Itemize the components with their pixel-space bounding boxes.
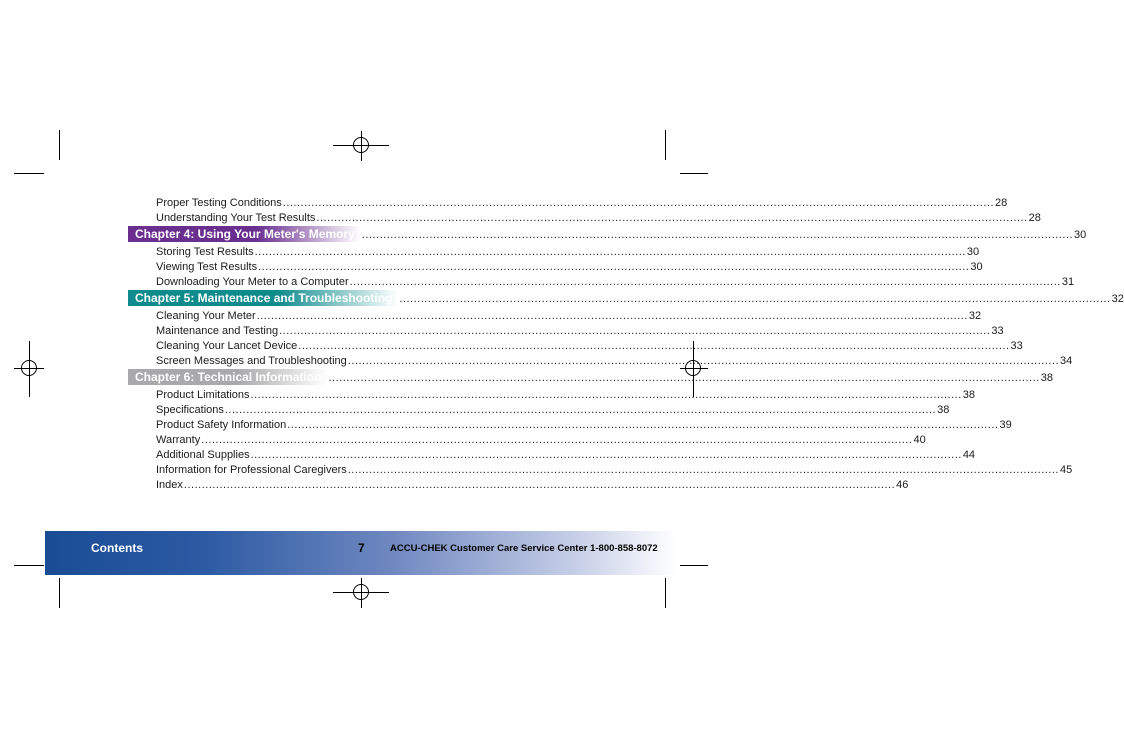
toc-entry (156, 274, 1075, 289)
toc-entry-title: Cleaning Your Meter (156, 310, 256, 322)
toc-page-number: 38 (962, 389, 976, 401)
toc-page-number: 46 (896, 479, 909, 491)
toc-entry (156, 244, 980, 259)
customer-care-contact: ACCU-CHEK Customer Care Service Center 1-800-858-8072 (390, 543, 658, 554)
toc-entry (156, 323, 1004, 338)
leader-dots: ........................................................................................................................................................................................................ (298, 340, 1010, 352)
crop-mark (665, 578, 666, 608)
crop-mark (680, 565, 708, 566)
toc-entry-title: Screen Messages and Troubleshooting (156, 355, 347, 367)
leader-dots: ........................................................................................................................................................................................................ (256, 310, 968, 322)
toc-page-number: 38 (937, 404, 950, 416)
toc-entry (156, 210, 1041, 225)
toc-entry-title: Proper Testing Conditions (156, 197, 282, 209)
toc-entry-title: Product Safety Information (156, 419, 287, 431)
toc-page-number: 32 (968, 310, 982, 322)
toc-entry (156, 432, 926, 447)
leader-dots: ........................................................................................................................................................................................................ (250, 389, 962, 401)
toc-entry-title: Downloading Your Meter to a Computer (156, 276, 349, 288)
toc-page-number: 38 (1040, 372, 1053, 384)
toc-entry (156, 259, 983, 274)
page-number: 7 (358, 541, 365, 555)
toc-entry (156, 338, 1023, 353)
toc-entry-title: Viewing Test Results (156, 261, 258, 273)
toc-entry-title: Maintenance and Testing (156, 325, 279, 337)
footer-section-label: Contents (91, 541, 143, 555)
toc-entry-title: Index (156, 479, 183, 491)
leader-dots: ........................................................................................................................................................................................................ (224, 404, 937, 416)
toc-chapter-title: Chapter 4: Using Your Meter's Memory (128, 226, 361, 242)
leader-dots: ........................................................................................................................................................................................................ (183, 479, 896, 491)
toc-page-number: 33 (1010, 340, 1023, 352)
toc-page-number: 31 (1061, 276, 1075, 288)
toc-page-number: 30 (1074, 229, 1087, 241)
leader-dots: ........................................................................................................................................................................................................ (254, 246, 966, 258)
toc-entry-title: Understanding Your Test Results (156, 212, 316, 224)
toc-entry-title: Information for Professional Caregivers (156, 464, 347, 476)
leader-dots: ........................................................................................................................................................................................................ (349, 276, 1061, 288)
leader-dots: ........................................................................................................................................................................................................ (279, 325, 991, 337)
toc-entry (156, 447, 976, 462)
toc-page-number: 44 (962, 449, 976, 461)
toc-chapter-title: Chapter 6: Technical Information (128, 369, 327, 385)
leader-dots: ........................................................................................................................................................................................................ (201, 434, 913, 446)
toc-entry-title: Cleaning Your Lancet Device (156, 340, 298, 352)
toc-entry-title: Additional Supplies (156, 449, 250, 461)
toc-entry (156, 387, 976, 402)
leader-dots: ........................................................................................................................................................................................................ (316, 212, 1028, 224)
toc-chapter-title: Chapter 5: Maintenance and Troubleshooting (128, 290, 398, 306)
leader-dots: ........................................................................................................................................................................................................ (347, 355, 1060, 367)
toc-page-number: 28 (1028, 212, 1041, 224)
toc-entry (156, 195, 1008, 210)
toc-page-number: 40 (913, 434, 926, 446)
leader-dots: ........................................................................................................................................................................................................ (250, 449, 962, 461)
toc-chapter-entry (128, 226, 1087, 242)
toc-page-number: 32 (1111, 293, 1124, 305)
leader-dots: ........................................................................................................................................................................................................ (282, 197, 994, 209)
toc-page-number: 39 (999, 419, 1012, 431)
toc-entry (156, 308, 982, 323)
leader-dots: ........................................................................................................................................................................................................ (361, 229, 1074, 241)
page-footer (45, 531, 676, 575)
toc-entry-title: Specifications (156, 404, 224, 416)
registration-mark-circle (353, 584, 369, 600)
leader-dots: ........................................................................................................................................................................................................ (328, 372, 1040, 384)
toc-entry-title: Storing Test Results (156, 246, 254, 258)
toc-page-number: 30 (966, 246, 980, 258)
crop-mark (59, 578, 60, 608)
toc-page-number: 28 (995, 197, 1008, 209)
toc-entry (156, 462, 1073, 477)
toc-entry (156, 353, 1073, 368)
toc-chapter-entry (128, 290, 1124, 306)
toc-entry-title: Warranty (156, 434, 201, 446)
toc-chapter-entry (128, 369, 1053, 385)
crop-mark (14, 565, 44, 566)
toc-page-number: 45 (1059, 464, 1073, 476)
toc-page-number: 33 (991, 325, 1004, 337)
leader-dots: ........................................................................................................................................................................................................ (347, 464, 1059, 476)
toc-entry (156, 417, 1012, 432)
leader-dots: ........................................................................................................................................................................................................ (287, 419, 999, 431)
toc-entry-title: Product Limitations (156, 389, 250, 401)
leader-dots: ........................................................................................................................................................................................................ (258, 261, 970, 273)
toc-page-number: 30 (970, 261, 983, 273)
leader-dots: ........................................................................................................................................................................................................ (399, 293, 1111, 305)
toc-page-number: 34 (1060, 355, 1073, 367)
toc-entry (156, 477, 909, 492)
toc-entry (156, 402, 950, 417)
